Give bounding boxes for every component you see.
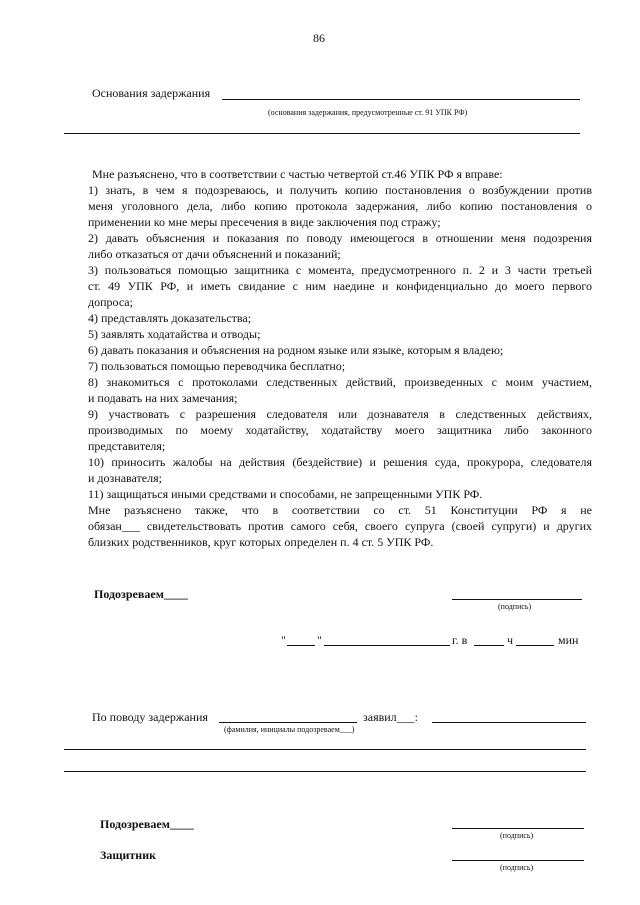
time-minutes-label: мин bbox=[558, 633, 579, 647]
right-1-line-1: 1) знать, в чем я подозреваюсь, и получить копию постановления о возбуждении против bbox=[88, 183, 592, 197]
art51-line-3: близких родственников, круг которых определен п. 4 ст. 5 УПК РФ. bbox=[88, 535, 434, 549]
right-2-line-2: либо отказаться от дачи объяснений и показаний; bbox=[88, 247, 341, 261]
grounds-hint: (основания задержания, предусмотренные ст. 91 УПК РФ) bbox=[268, 108, 468, 117]
suspect-signature-label-2: Подозреваем____ bbox=[100, 817, 194, 831]
defender-signature-line[interactable] bbox=[452, 860, 584, 861]
date-quote-close: " bbox=[317, 633, 322, 647]
statement-text-line-1[interactable] bbox=[432, 722, 586, 723]
statement-stated-label: заявил___: bbox=[363, 710, 418, 724]
right-1-line-3: применении ко мне меры пресечения в виде заключения под стражу; bbox=[88, 215, 441, 229]
date-day-line[interactable] bbox=[287, 645, 315, 646]
time-hours-label: ч bbox=[507, 633, 514, 647]
right-9-line-2: производимых по моему ходатайству, ходатайству моего защитника либо законного bbox=[88, 423, 592, 437]
suspect-signature-hint-1: (подпись) bbox=[498, 602, 532, 611]
right-3-line-2: ст. 49 УПК РФ, и иметь свидание с ним наедине и конфиденциально до моего первого bbox=[88, 279, 592, 293]
right-6: 6) давать показания и объяснения на родном языке или языке, которым я владею; bbox=[88, 343, 504, 357]
right-7: 7) пользоваться помощью переводчика бесплатно; bbox=[88, 359, 346, 373]
rights-intro: Мне разъяснено, что в соответствии с частью четвертой ст.46 УПК РФ я вправе: bbox=[92, 167, 503, 181]
date-quote-open: " bbox=[281, 633, 286, 647]
grounds-line-2 bbox=[64, 133, 580, 134]
right-3-line-1: 3) пользоваться помощью защитника с момента, предусмотренного п. 2 и 3 части третьей bbox=[88, 263, 592, 277]
right-5: 5) заявлять ходатайства и отводы; bbox=[88, 327, 261, 341]
right-9-line-1: 9) участвовать с разрешения следователя или дознавателя в следственных действиях, bbox=[88, 407, 592, 421]
grounds-label: Основания задержания bbox=[92, 86, 211, 100]
art51-line-1: Мне разъяснено также, что в соответствии со ст. 51 Конституции РФ я не bbox=[88, 503, 592, 517]
right-10-line-2: и дознавателя; bbox=[88, 471, 162, 485]
suspect-signature-line-2[interactable] bbox=[452, 828, 584, 829]
statement-text-line-2[interactable] bbox=[64, 749, 586, 750]
grounds-line bbox=[222, 99, 580, 100]
page-number: 86 bbox=[313, 31, 325, 45]
right-10-line-1: 10) приносить жалобы на действия (бездействие) и решения суда, прокурора, следователя bbox=[88, 455, 592, 469]
right-3-line-3: допроса; bbox=[88, 295, 133, 309]
right-2-line-1: 2) давать объяснения и показания по поводу имеющегося в отношении меня подозрения bbox=[88, 231, 592, 245]
statement-hint: (фамилия, инициалы подозреваем___) bbox=[224, 725, 355, 734]
right-8-line-2: и подавать на них замечания; bbox=[88, 391, 238, 405]
suspect-signature-label-1: Подозреваем____ bbox=[94, 587, 188, 601]
rights-list bbox=[88, 182, 592, 550]
statement-name-line[interactable] bbox=[219, 722, 357, 723]
time-minutes-line[interactable] bbox=[516, 645, 554, 646]
right-8-line-1: 8) знакомиться с протоколами следственных действий, произведенных с моим участием, bbox=[88, 375, 592, 389]
statement-label: По поводу задержания bbox=[92, 710, 208, 724]
suspect-signature-hint-2: (подпись) bbox=[500, 831, 534, 840]
date-month-line[interactable] bbox=[324, 645, 450, 646]
suspect-signature-line-1[interactable] bbox=[452, 599, 582, 600]
art51-line-2: обязан___ свидетельствовать против самого себя, своего супруга (своей супруги) и других bbox=[88, 519, 592, 533]
right-9-line-3: представителя; bbox=[88, 439, 166, 453]
defender-signature-label: Защитник bbox=[100, 848, 157, 862]
right-1-line-2: меня уголовного дела, либо копию протокола задержания, либо копию постановления о bbox=[88, 199, 592, 213]
right-4: 4) представлять доказательства; bbox=[88, 311, 252, 325]
time-hours-line[interactable] bbox=[474, 645, 504, 646]
date-year-time-label: г. в bbox=[452, 633, 468, 647]
statement-text-line-3[interactable] bbox=[64, 771, 586, 772]
defender-signature-hint: (подпись) bbox=[500, 863, 534, 872]
right-11: 11) защищаться иными средствами и способами, не запрещенными УПК РФ. bbox=[88, 487, 483, 501]
